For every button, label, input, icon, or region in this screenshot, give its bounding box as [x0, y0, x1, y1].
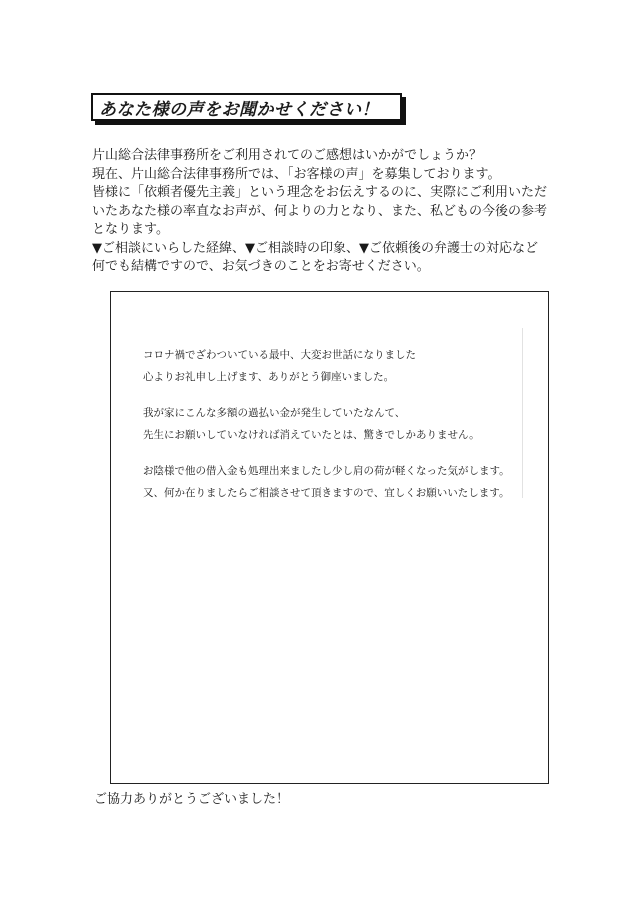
comment-line: コロナ禍でざわついている最中、大変お世話になりました: [143, 349, 416, 361]
title-banner: [91, 93, 402, 121]
customer-comment: [143, 344, 510, 504]
intro-text: [92, 147, 572, 277]
comment-line: お陰様で他の借入金も処理出来ましたし少し肩の荷が軽くなった気がします。: [143, 465, 510, 477]
intro-line: 何でも結構ですので、お気づきのことをお寄せください。: [92, 259, 430, 274]
intro-line: 現在、片山総合法律事務所では、「お客様の声」を募集しております。: [92, 166, 501, 182]
comment-line: 我が家にこんな多額の過払い金が発生していたなんて、: [143, 407, 406, 419]
paragraph-gap: [143, 388, 510, 402]
comment-line: 心よりお礼申し上げます、ありがとう御座いました。: [143, 371, 395, 383]
intro-line: ▼ご相談にいらした経緯、▼ご相談時の印象、▼ご依頼後の弁護士の対応など: [92, 240, 538, 256]
comment-line: 又、何か在りましたらご相談させて頂きますので、宜しくお願いいたします。: [143, 487, 510, 499]
scan-line: [522, 328, 523, 498]
comment-line: 先生にお願いしていなければ消えていたとは、驚きでしかありません。: [143, 429, 480, 441]
page-title: あなた様の声をお聞かせください！: [99, 99, 379, 120]
intro-line: 片山総合法律事務所をご利用されてのご感想はいかがでしょうか？: [92, 148, 483, 163]
intro-line: いたあなた様の率直なお声が、何よりの力となり、また、私どもの今後の参考: [92, 203, 548, 219]
paragraph-gap: [143, 446, 510, 460]
intro-line: となります。: [92, 222, 169, 237]
closing-text: ご協力ありがとうございました！: [94, 792, 290, 807]
intro-line: 皆様に「依頼者優先主義」という理念をお伝えするのに、実際にご利用いただ: [92, 185, 548, 200]
